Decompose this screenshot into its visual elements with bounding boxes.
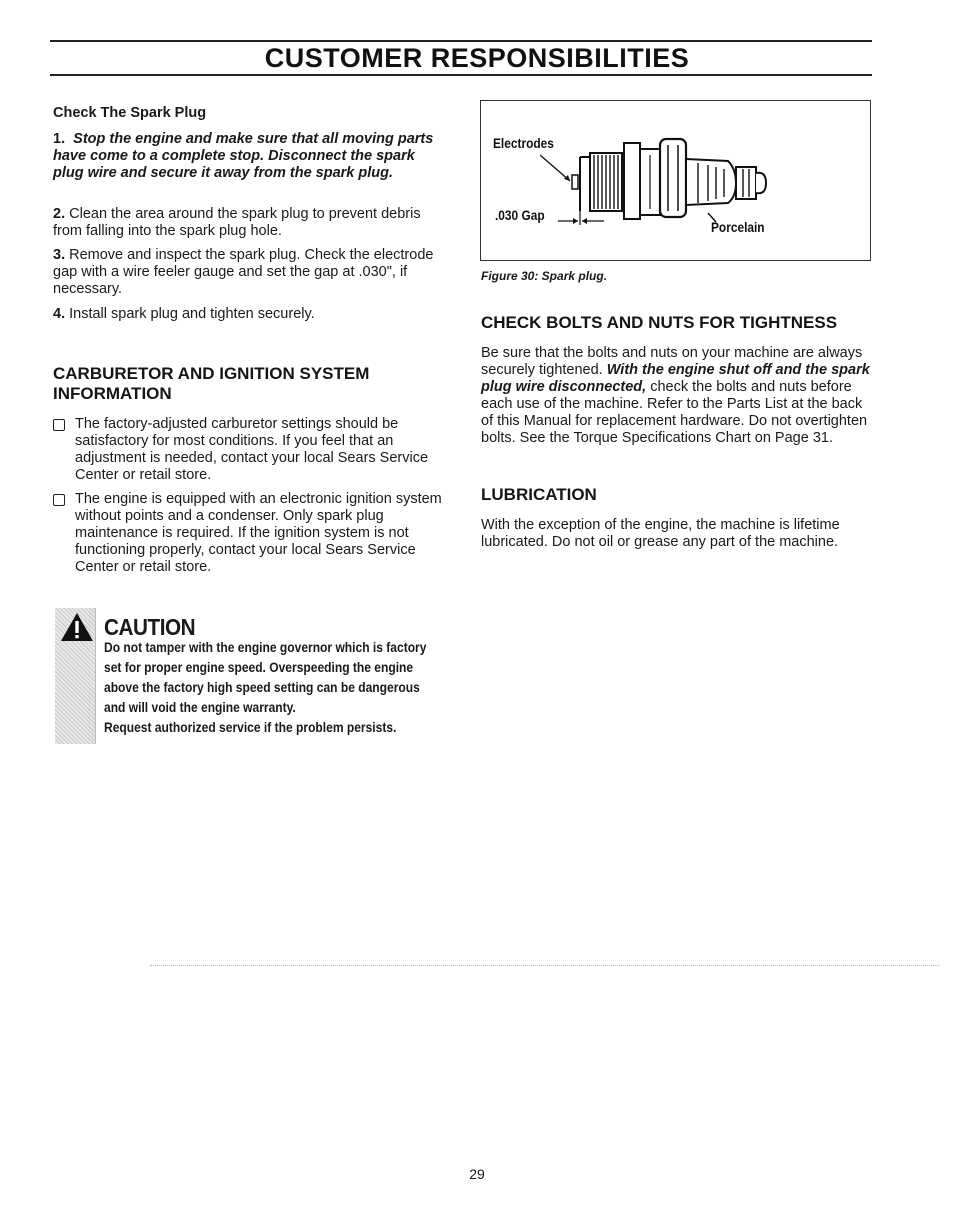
- bolts-text-a: Be sure that the bolts and nuts on your machine are always securely tightened.: [481, 345, 863, 378]
- caution-request-text: Request authorized service if the problem persists.: [104, 719, 397, 735]
- step-text: Remove and inspect the spark plug. Check the electrode gap with a wire feeler gauge and set the gap at .030", if necessary.: [53, 247, 434, 297]
- item-text: The engine is equipped with an electronic ignition system without points and a condenser. Only spark plug maintenance is required. If the ignition system is not functioning properly, contact your local Sears Service Center or retail store.: [75, 491, 442, 575]
- step-number: 1.: [53, 131, 66, 147]
- caution-text: Do not tamper with the engine governor which is factory set for proper engine speed. Overspeeding the engine above the factory high speed setting can be dangerous and will void the engine warranty.: [104, 639, 427, 715]
- bolts-paragraph: [481, 345, 876, 447]
- checkbox-bullet-icon: [53, 419, 65, 431]
- figure-caption: Figure 30: Spark plug.: [481, 269, 608, 283]
- step-number: 2.: [53, 206, 66, 222]
- header-rule-bottom: [50, 74, 872, 76]
- step-number: 3.: [53, 247, 66, 263]
- carburetor-item-2: [53, 491, 445, 576]
- lubrication-paragraph: [481, 517, 876, 551]
- lubrication-heading: LUBRICATION: [481, 485, 597, 504]
- step-text: Stop the engine and make sure that all moving parts have come to a complete stop. Disconnect the spark plug wire and secure it away from the spark plug.: [53, 131, 434, 181]
- carburetor-heading: CARBURETOR AND IGNITION SYSTEM INFORMATION: [53, 364, 370, 403]
- spark-step-2: [53, 206, 443, 240]
- figure-label-porcelain: Porcelain: [711, 219, 765, 235]
- spark-plug-heading: Check The Spark Plug: [53, 105, 207, 121]
- warning-triangle-icon: [60, 612, 94, 642]
- figure-label-electrodes: Electrodes: [493, 135, 554, 151]
- header-rule-top: [50, 40, 872, 42]
- carburetor-item-1: [53, 416, 445, 484]
- step-number: 4.: [53, 306, 66, 322]
- page-title: CUSTOMER RESPONSIBILITIES: [264, 43, 690, 73]
- bolts-text-b: With the engine shut off and the spark plug wire disconnected,: [481, 362, 870, 395]
- step-text: Install spark plug and tighten securely.: [69, 306, 315, 322]
- spark-step-4: [53, 306, 443, 323]
- checkbox-bullet-icon: [53, 494, 65, 506]
- caution-label: CAUTION: [104, 614, 196, 640]
- step-text: Clean the area around the spark plug to prevent debris from falling into the spark plug hole.: [53, 206, 421, 239]
- spark-plug-illustration: [540, 125, 800, 235]
- bolts-heading: CHECK BOLTS AND NUTS FOR TIGHTNESS: [481, 313, 838, 332]
- scan-artifact-line: [150, 965, 940, 966]
- item-text: The factory-adjusted carburetor settings should be satisfactory for most conditions. If you feel that an adjustment is needed, contact your local Sears Service Center or retail store.: [75, 416, 429, 483]
- lubrication-text: With the exception of the engine, the machine is lifetime lubricated. Do not oil or grease any part of the machine.: [481, 517, 840, 550]
- page-number: 29: [469, 1166, 485, 1182]
- spark-step-3: [53, 247, 445, 298]
- figure-label-gap: .030 Gap: [495, 207, 545, 223]
- spark-step-1: [53, 131, 448, 182]
- bolts-text-c: check the bolts and nuts before each use of the machine. Refer to the Parts List at the back of this Manual for replacement hardware. Do not overtighten bolts. See the Torque Specifications Chart on Page 31.: [481, 379, 868, 446]
